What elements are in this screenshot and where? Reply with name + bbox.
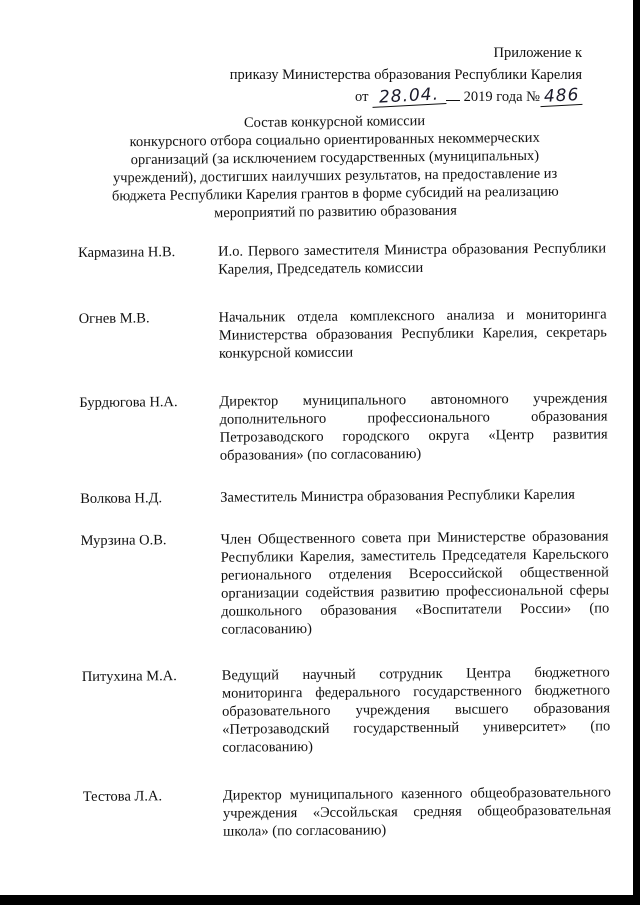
handwritten-order-number: 486 [540, 86, 583, 107]
title-line: организаций (за исключением государственных (муниципальных) [130, 147, 540, 169]
document-title [99, 111, 570, 224]
annex-date-line [230, 86, 582, 108]
annex-line-1: Приложение к [493, 45, 582, 61]
year-text: 2019 года № [463, 89, 540, 105]
member-role: Директор муниципального казенного общеобразовательного учреждения «Эссойльская средняя общеобразовательная школа» (по согласованию) [222, 784, 612, 840]
member-role: Член Общественного совета при Министерстве образования Республики Карелия, заместитель Председателя Карельского регионального отделения Всероссийской общественной организации содействия развитию профессиональной сферы дошкольного образования «Воспитатели России» (по согласованию) [220, 528, 610, 638]
member-name: Кармазина Н.В. [78, 244, 176, 261]
title-line: бюджета Республики Карелия грантов в форме субсидий на реализацию [111, 183, 559, 205]
member-row [80, 485, 615, 508]
annex-header [230, 42, 582, 108]
member-name: Огнев М.В. [78, 310, 150, 327]
title-line: Состав конкурсной комиссии [243, 113, 426, 131]
member-role: Начальник отдела комплексного анализа и мониторинга Министерства образования Республики Карелия, секретарь конкурсной комиссии [218, 306, 607, 362]
member-row [81, 527, 617, 640]
member-name: Волкова Н.Д. [80, 490, 163, 507]
handwritten-date: 28.04. [372, 85, 447, 108]
member-row [79, 389, 615, 466]
member-name: Тестова Л.А. [82, 788, 163, 805]
member-role: И.о. Первого заместителя Министра образования Республики Карелия, Председатель комиссии [218, 240, 607, 278]
member-row [82, 663, 618, 758]
member-name: Питухина М.А. [81, 668, 177, 685]
member-row [83, 783, 618, 842]
annex-line-2: приказу Министерства образования Республики Карелия [229, 67, 582, 83]
date-underline [446, 86, 460, 101]
title-line: учреждений), достигших наилучших результатов, на предоставление из [112, 165, 558, 187]
title-line: мероприятий по развитию образования [214, 202, 457, 222]
member-role: Директор муниципального автономного учреждения дополнительного профессионального образования Петрозаводского городского округа «Центр развития образования» (по согласованию) [219, 390, 608, 464]
member-name: Мурзина О.В. [80, 532, 167, 549]
scan-edge-bottom [0, 895, 640, 905]
commission-members-list [78, 239, 618, 842]
title-line: конкурсного отбора социально ориентированных некоммерческих [129, 129, 540, 151]
member-row [79, 305, 614, 364]
scan-edge-right [633, 0, 640, 905]
member-row [78, 239, 613, 280]
member-name: Бурдюгова Н.А. [79, 394, 178, 411]
member-role: Заместитель Министра образования Республики Карелия [220, 486, 575, 506]
member-role: Ведущий научный сотрудник Центра бюджетного мониторинга федерального государственного бюджетного образовательного учреждения высшего образования «Петрозаводский государственный университет» (по согласованию) [221, 664, 611, 756]
date-prefix: от [355, 89, 369, 105]
